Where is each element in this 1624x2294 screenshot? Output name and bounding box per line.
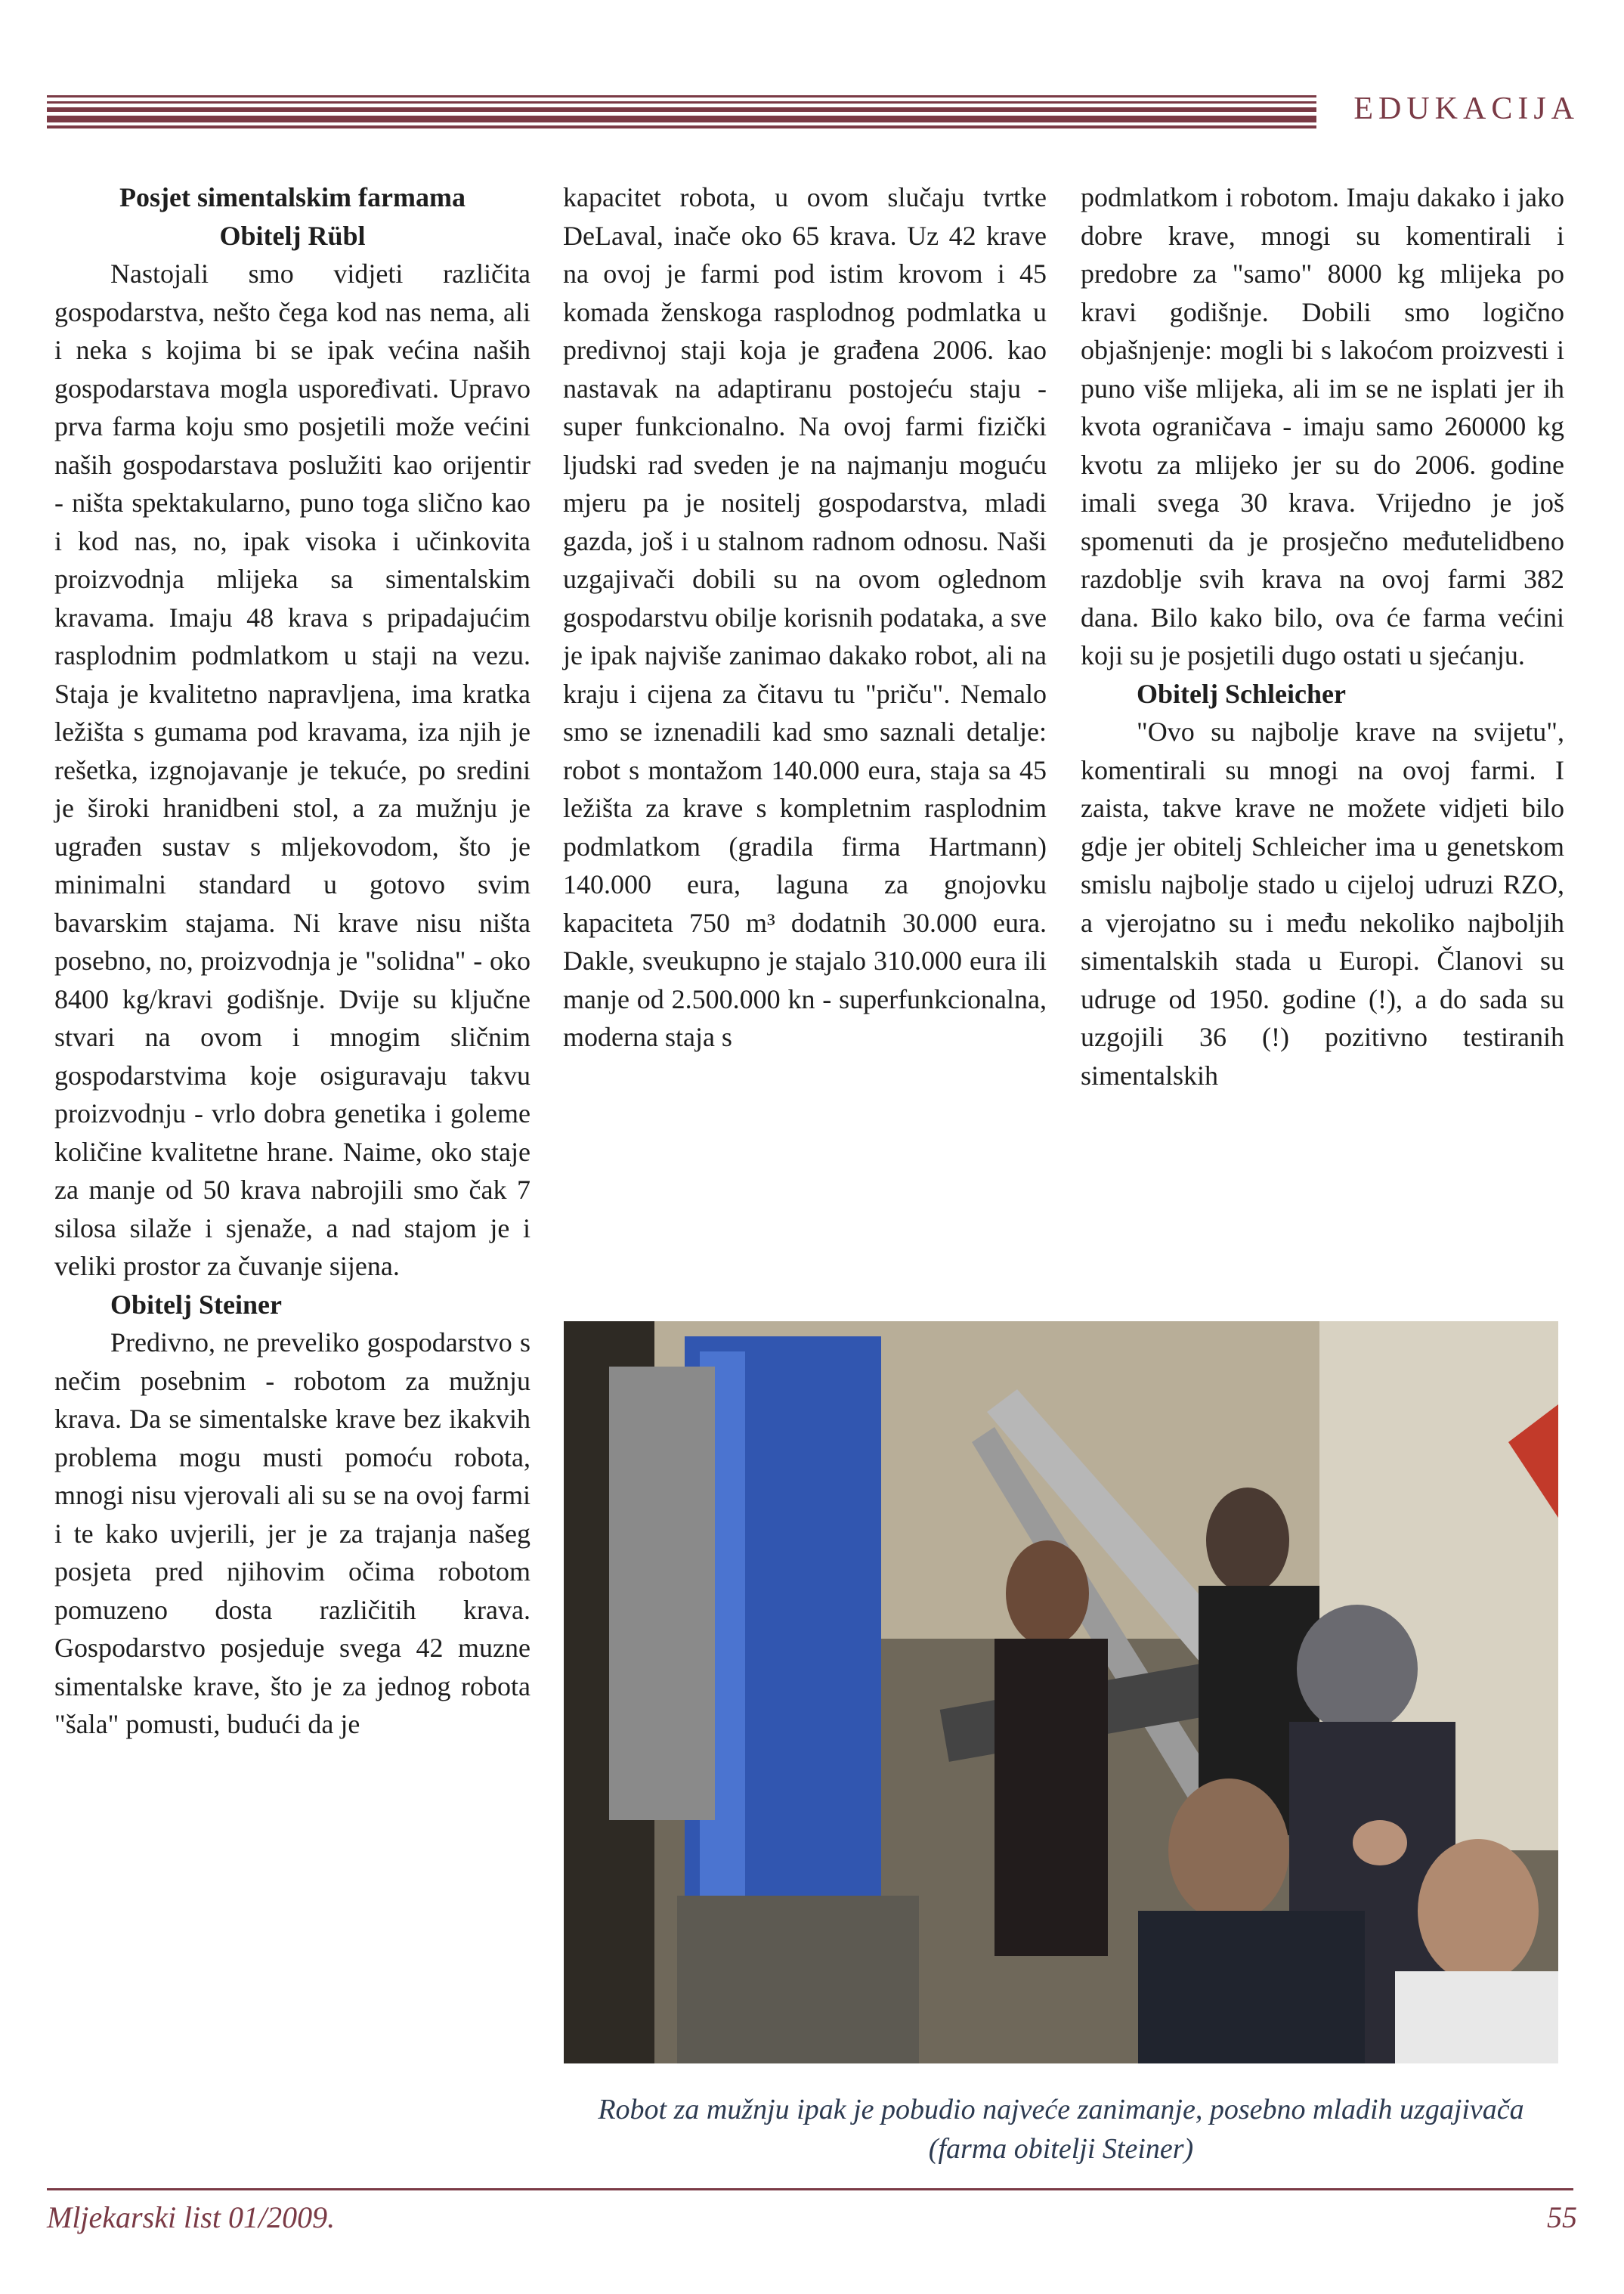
column-2 bbox=[563, 178, 1047, 1057]
publication-footer: Mljekarski list 01/2009. bbox=[47, 2200, 336, 2234]
paragraph-rubl: Nastojali smo vidjeti različita gospodarstva, nešto čega kod nas nema, ali i neka s kojima bi se ipak većina naših gospodarstava mogla uspoređivati. Upravo prva farma koju smo posjetili može većini naših gospodarstava poslužiti kao orijentir - ništa spektakularno, puno toga slično kao i kod nas, no, ipak visoka i učinkovita proizvodnja mlijeka sa simentalskim kravama. Imaju 48 krava s pripadajućim rasplodnim podmlatkom u staji na vezu. Staja je kvalitetno napravljena, ima kratka ležišta s gumama pod kravama, iza njih je rešetka, izgnojavanje je tekuće, po sredini je široki hranidbeni stol, a za mužnju je ugrađen sustav s mljekovodom, što je minimalni standard u gotovo svim bavarskim stajama. Ni krave nisu ništa posebno, no, proizvodnja je "solidna" - oko 8400 kg/kravi godišnje. Dvije su ključne stvari na ovom i mnogim sličnim gospodarstvima koje osiguravaju takvu proizvodnju - vrlo dobra genetika i goleme količine kvalitetne hrane. Naime, oko staje za manje od 50 krava nabrojili smo čak 7 silosa silaže i sjenaže, a nad stajom je i veliki prostor za čuvanje sijena. bbox=[54, 259, 531, 1281]
section-label: EDUKACIJA bbox=[1353, 91, 1579, 126]
article-title: Posjet simentalskim farmama bbox=[119, 182, 466, 212]
paragraph-schleicher: "Ovo su najbolje krave na svijetu", komentirali su mnogi na ovoj farmi. I zaista, takve krave ne možete vidjeti bilo gdje jer obitelj Schleicher ima u genetskom smislu najbolje stado u cijeloj udruzi RZO, a vjerojatno su i među nekoliko najboljih simentalskih stada u Europi. Članovi su udruge od 1950. godine (!), a do sada su uzgojili 36 (!) pozitivno testiranih simentalskih bbox=[1081, 717, 1564, 1091]
photo-caption: Robot za mužnju ipak je pobudio najveće zanimanje, posebno mladih uzgajivača (farma obitelji Steiner) bbox=[598, 2094, 1524, 2165]
section-heading-rubl: Obitelj Rübl bbox=[219, 220, 366, 251]
paragraph-steiner-end: podmlatkom i robotom. Imaju dakako i jako dobre krave, mnogi su komentirali i predobre za "samo" 8000 kg mlijeka po kravi godišnje. Dobili smo logično objašnjenje: mogli bi s lakoćom proizvesti i puno više mlijeka, ali im se ne isplati jer ih kvota ograničava - imaju samo 260000 kg kvotu za mlijeko jer su do 2006. godine imali svega 30 krava. Vrijedno je još spomenuti da je prosječno međutelidbeno razdoblje svih krava na ovoj farmi 382 dana. Bilo kako bilo, ova će farma većini koji su je posjetili dugo ostati u sjećanju. bbox=[1081, 182, 1564, 670]
column-3 bbox=[1081, 178, 1564, 1094]
footer-rule bbox=[47, 2188, 1573, 2190]
column-1 bbox=[54, 178, 531, 1744]
header-rules bbox=[47, 95, 1316, 133]
section-heading-steiner: Obitelj Steiner bbox=[110, 1289, 282, 1320]
milking-robot-photo bbox=[564, 1321, 1558, 2063]
section-heading-schleicher: Obitelj Schleicher bbox=[1137, 678, 1346, 709]
paragraph-steiner-continued: kapacitet robota, u ovom slučaju tvrtke DeLaval, inače oko 65 krava. Uz 42 krave na ovoj je farmi pod istim krovom i 45 komada ženskoga rasplodnog podmlatka u predivnoj staji koja je građena 2006. kao nastavak na adaptiranu postojeću staju - super funkcionalno. Na ovoj farmi fizički ljudski rad sveden je na najmanju moguću mjeru pa je nositelj gospodarstva, mladi gazda, još i u stalnom radnom odnosu. Naši uzgajivači dobili su na ovom oglednom gospodarstvu obilje korisnih podataka, a sve je ipak najviše zanimao dakako robot, ali na kraju i cijena za čitavu tu "priču". Nemalo smo se iznenadili kad smo saznali detalje: robot s montažom 140.000 eura, staja sa 45 ležišta za krave s kompletnim rasplodnim podmlatkom (gradila firma Hartmann) 140.000 eura, laguna za gnojovku kapaciteta 750 m³ dodatnih 30.000 eura. Dakle, sveukupno je stajalo 310.000 eura ili manje od 2.500.000 kn - superfunkcionalna, moderna staja s bbox=[563, 182, 1047, 1052]
paragraph-steiner: Predivno, ne preveliko gospodarstvo s nečim posebnim - robotom za mužnju krava. Da se simentalske krave bez ikakvih problema mogu musti pomoću robota, mnogi nisu vjerovali ali su se na ovoj farmi i te kako uvjerili, jer je za trajanja našeg posjeta pred njihovim očima robotom pomuzeno dosta različitih krava. Gospodarstvo posjeduje svega 42 muzne simentalske krave, što je za jednog robota "šala" pomusti, budući da je bbox=[54, 1327, 531, 1739]
page-number: 55 bbox=[1547, 2200, 1577, 2234]
